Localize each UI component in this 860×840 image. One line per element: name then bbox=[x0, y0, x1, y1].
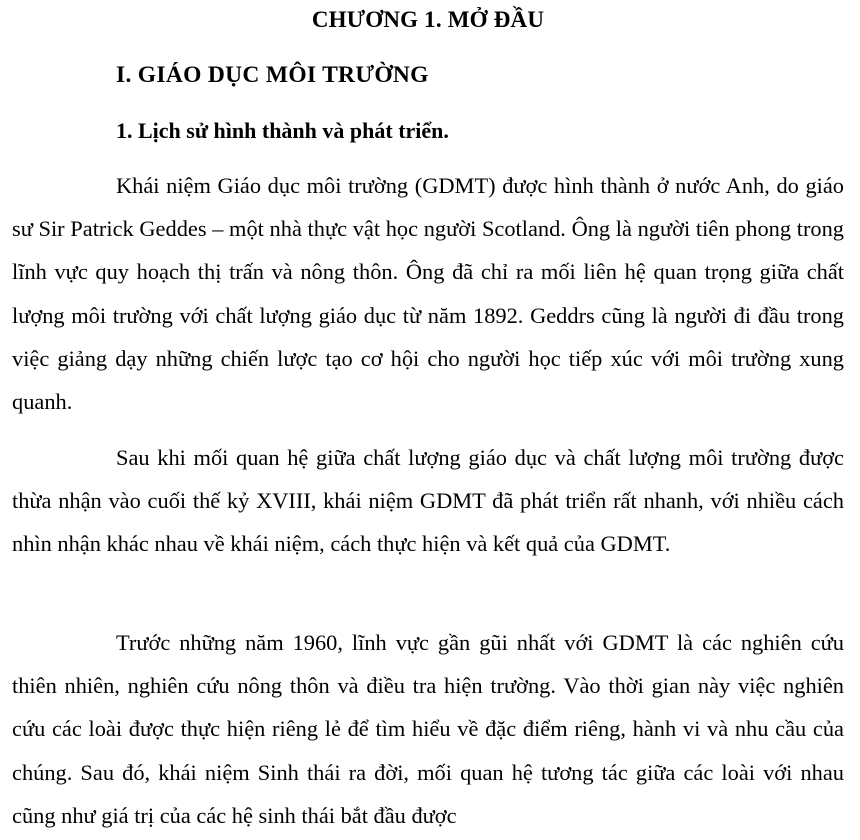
subsection-title: 1. Lịch sử hình thành và phát triển. bbox=[116, 118, 449, 143]
paragraph-before-1960: Trước những năm 1960, lĩnh vực gần gũi nhất với GDMT là các nghiên cứu thiên nhiên, nghiên cứu nông thôn và điều tra hiện trường. Vào thời gian này việc nghiên cứu các loài được thực hiện riêng lẻ để tìm hiểu về đặc điểm riêng, hành vi và nhu cầu của chúng. Sau đó, khái niệm Sinh thái ra đời, mối quan hệ tương tác giữa các loài với nhau cũng như giá trị của các hệ sinh thái bắt đầu được bbox=[12, 630, 844, 828]
paragraph-gdmt-origin: Khái niệm Giáo dục môi trường (GDMT) được hình thành ở nước Anh, do giáo sư Sir Patrick Geddes – một nhà thực vật học người Scotland. Ông là người tiên phong trong lĩnh vực quy hoạch thị trấn và nông thôn. Ông đã chỉ ra mối liên hệ quan trọng giữa chất lượng môi trường với chất lượng giáo dục từ năm 1892. Geddrs cũng là người đi đầu trong việc giảng dạy những chiến lược tạo cơ hội cho người học tiếp xúc với môi trường xung quanh. bbox=[12, 173, 844, 415]
section-title: I. GIÁO DỤC MÔI TRƯỜNG bbox=[116, 62, 429, 88]
paragraph-gdmt-development: Sau khi mối quan hệ giữa chất lượng giáo dục và chất lượng môi trường được thừa nhận vào cuối thế kỷ XVIII, khái niệm GDMT đã phát triển rất nhanh, với nhiều cách nhìn nhận khác nhau về khái niệm, cách thực hiện và kết quả của GDMT. bbox=[12, 445, 844, 557]
chapter-title: CHƯƠNG 1. MỞ ĐẦU bbox=[311, 7, 545, 32]
